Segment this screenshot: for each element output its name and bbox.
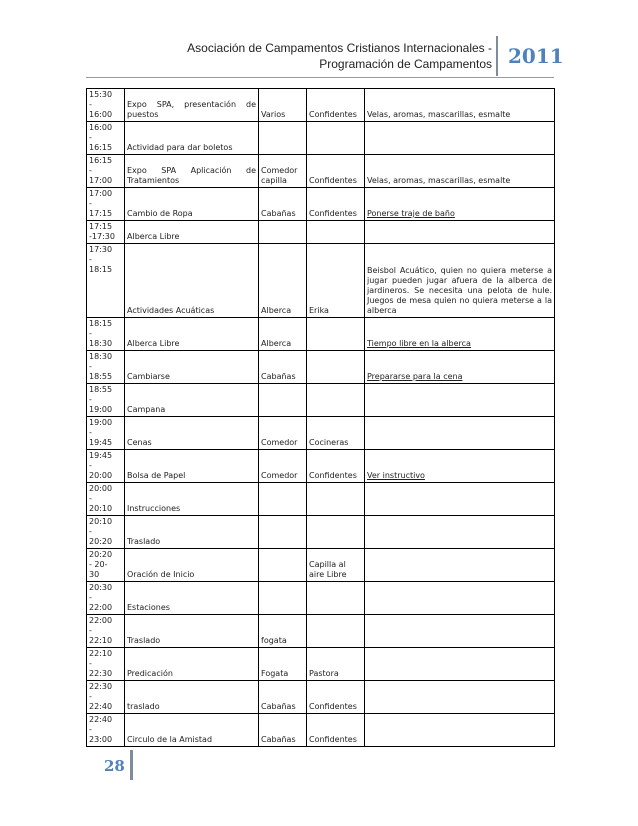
table-row — [87, 351, 555, 384]
notes-text: Ver instructivo — [367, 471, 425, 480]
time-text: 20:00 - 20:10 — [89, 484, 113, 513]
time-text: 20:30 - 22:00 — [89, 583, 113, 612]
cell-time — [87, 351, 125, 384]
cell-responsible — [307, 244, 365, 318]
cell-activity — [125, 714, 259, 747]
cell-responsible — [307, 384, 365, 417]
cell-activity — [125, 89, 259, 122]
cell-time — [87, 714, 125, 747]
cell-place — [259, 417, 307, 450]
cell-place — [259, 450, 307, 483]
time-text: 17:00 - 17:15 — [89, 189, 113, 218]
cell-responsible — [307, 714, 365, 747]
cell-activity — [125, 221, 259, 244]
cell-responsible — [307, 221, 365, 244]
cell-activity — [125, 681, 259, 714]
cell-notes — [365, 417, 555, 450]
table-row — [87, 483, 555, 516]
cell-time — [87, 450, 125, 483]
cell-place — [259, 384, 307, 417]
responsible-text: Confidentes — [309, 471, 357, 480]
cell-responsible — [307, 155, 365, 188]
responsible-text: Cocineras — [309, 438, 349, 447]
cell-activity — [125, 615, 259, 648]
table-row — [87, 714, 555, 747]
schedule-table — [86, 88, 555, 747]
cell-responsible — [307, 582, 365, 615]
notes-text: Tiempo libre en la alberca — [367, 339, 471, 348]
cell-activity — [125, 351, 259, 384]
cell-activity — [125, 188, 259, 221]
place-text: Alberca — [261, 339, 292, 348]
table-row — [87, 417, 555, 450]
responsible-text: Erika — [309, 306, 329, 315]
cell-place — [259, 483, 307, 516]
cell-place — [259, 549, 307, 582]
cell-activity — [125, 516, 259, 549]
place-text: Cabañas — [261, 702, 296, 711]
cell-notes — [365, 450, 555, 483]
cell-notes — [365, 714, 555, 747]
cell-time — [87, 615, 125, 648]
cell-place — [259, 714, 307, 747]
cell-responsible — [307, 188, 365, 221]
time-text: 17:15 -17:30 — [89, 222, 115, 241]
cell-notes — [365, 244, 555, 318]
cell-time — [87, 549, 125, 582]
cell-notes — [365, 89, 555, 122]
time-text: 20:20 - 20- 30 — [89, 550, 113, 579]
table-row — [87, 188, 555, 221]
cell-place — [259, 516, 307, 549]
table-row — [87, 221, 555, 244]
place-text: Cabañas — [261, 735, 296, 744]
cell-time — [87, 89, 125, 122]
cell-notes — [365, 582, 555, 615]
cell-responsible — [307, 516, 365, 549]
activity-text: Estaciones — [127, 603, 170, 612]
activity-text: Bolsa de Papel — [127, 471, 186, 480]
table-row — [87, 648, 555, 681]
cell-place — [259, 244, 307, 318]
place-text: fogata — [261, 636, 287, 645]
notes-text: Prepararse para la cena — [367, 372, 463, 381]
cell-time — [87, 648, 125, 681]
cell-activity — [125, 417, 259, 450]
time-text: 22:30 - 22:40 — [89, 682, 113, 711]
responsible-text: Confidentes — [309, 209, 357, 218]
activity-text: Campana — [127, 405, 166, 414]
cell-responsible — [307, 89, 365, 122]
cell-notes — [365, 681, 555, 714]
place-text: Cabañas — [261, 209, 296, 218]
place-text: Alberca — [261, 306, 292, 315]
cell-activity — [125, 450, 259, 483]
responsible-text: Confidentes — [309, 110, 357, 119]
cell-activity — [125, 648, 259, 681]
notes-text: Velas, aromas, mascarillas, esmalte — [367, 176, 511, 185]
place-text: Cabañas — [261, 372, 296, 381]
cell-notes — [365, 549, 555, 582]
activity-text: Actividades Acuáticas — [127, 306, 215, 315]
header-year: 2011 — [496, 36, 556, 76]
table-row — [87, 582, 555, 615]
cell-activity — [125, 318, 259, 351]
cell-place — [259, 582, 307, 615]
cell-place — [259, 318, 307, 351]
cell-time — [87, 582, 125, 615]
cell-notes — [365, 122, 555, 155]
activity-text: Traslado — [127, 636, 161, 645]
cell-responsible — [307, 549, 365, 582]
cell-responsible — [307, 615, 365, 648]
time-text: 19:45 - 20:00 — [89, 451, 113, 480]
table-row — [87, 89, 555, 122]
cell-place — [259, 155, 307, 188]
responsible-text: Confidentes — [309, 176, 357, 185]
cell-place — [259, 221, 307, 244]
cell-responsible — [307, 681, 365, 714]
cell-notes — [365, 384, 555, 417]
cell-time — [87, 221, 125, 244]
cell-responsible — [307, 417, 365, 450]
cell-time — [87, 244, 125, 318]
time-text: 22:10 - 22:30 — [89, 649, 113, 678]
place-text: Comedor — [261, 438, 298, 447]
place-text: Fogata — [261, 669, 289, 678]
activity-text: Oración de Inicio — [127, 570, 195, 579]
time-text: 15:30 - 16:00 — [89, 90, 113, 119]
table-row — [87, 155, 555, 188]
time-text: 18:15 - 18:30 — [89, 319, 113, 348]
table-row — [87, 681, 555, 714]
activity-text: Alberca Libre — [127, 339, 180, 348]
cell-responsible — [307, 648, 365, 681]
table-row — [87, 450, 555, 483]
place-text: Comedor — [261, 471, 298, 480]
cell-responsible — [307, 483, 365, 516]
time-text: 19:00 - 19:45 — [89, 418, 113, 447]
table-row — [87, 122, 555, 155]
cell-time — [87, 318, 125, 351]
cell-responsible — [307, 351, 365, 384]
cell-responsible — [307, 450, 365, 483]
activity-text: Cambio de Ropa — [127, 209, 193, 218]
time-text: 20:10 - 20:20 — [89, 517, 113, 546]
responsible-text: Capilla al aire Libre — [309, 560, 347, 579]
table-row — [87, 244, 555, 318]
cell-time — [87, 188, 125, 221]
cell-activity — [125, 155, 259, 188]
table-row — [87, 549, 555, 582]
activity-text: Cenas — [127, 438, 152, 447]
time-text: 16:15 - 17:00 — [89, 156, 113, 185]
cell-notes — [365, 188, 555, 221]
notes-text: Beisbol Acuático, quien no quiera meterse a jugar pueden jugar afuera de la alberca de jardineros. Se necesita una pelota de hule. Juegos de mesa quien no quiera meterse a la alberca — [367, 266, 552, 315]
time-text: 22:00 - 22:10 — [89, 616, 113, 645]
cell-activity — [125, 582, 259, 615]
cell-place — [259, 681, 307, 714]
time-text: 17:30 - 18:15 — [89, 245, 113, 274]
table-row — [87, 615, 555, 648]
cell-place — [259, 89, 307, 122]
cell-activity — [125, 122, 259, 155]
header-title: Asociación de Campamentos Cristianos Internacionales - Programación de Campamentos — [187, 41, 492, 71]
cell-time — [87, 122, 125, 155]
cell-time — [87, 417, 125, 450]
table-row — [87, 318, 555, 351]
cell-place — [259, 122, 307, 155]
cell-notes — [365, 615, 555, 648]
activity-text: Traslado — [127, 537, 161, 546]
cell-responsible — [307, 122, 365, 155]
cell-time — [87, 384, 125, 417]
time-text: 22:40 - 23:00 — [89, 715, 113, 744]
activity-text: Actividad para dar boletos — [127, 143, 233, 152]
cell-activity — [125, 244, 259, 318]
footer-divider — [130, 750, 133, 780]
header-divider — [86, 77, 554, 78]
table-row — [87, 384, 555, 417]
activity-text: Expo SPA, presentación de puestos — [127, 100, 256, 119]
cell-place — [259, 615, 307, 648]
cell-notes — [365, 351, 555, 384]
cell-time — [87, 681, 125, 714]
cell-activity — [125, 483, 259, 516]
activity-text: Predicación — [127, 669, 173, 678]
responsible-text: Confidentes — [309, 702, 357, 711]
cell-time — [87, 483, 125, 516]
cell-place — [259, 351, 307, 384]
activity-text: Alberca Libre — [127, 232, 180, 241]
schedule-body — [87, 89, 555, 747]
place-text: Comedor capilla — [261, 166, 298, 185]
notes-text: Velas, aromas, mascarillas, esmalte — [367, 110, 511, 119]
activity-text: Circulo de la Amistad — [127, 735, 213, 744]
page-number: 28 — [104, 757, 125, 775]
cell-place — [259, 188, 307, 221]
responsible-text: Confidentes — [309, 735, 357, 744]
cell-activity — [125, 549, 259, 582]
activity-text: Instrucciones — [127, 504, 181, 513]
activity-text: Expo SPA Aplicación de Tratamientos — [127, 166, 256, 185]
table-row — [87, 516, 555, 549]
cell-activity — [125, 384, 259, 417]
cell-notes — [365, 516, 555, 549]
cell-notes — [365, 221, 555, 244]
time-text: 18:30 - 18:55 — [89, 352, 113, 381]
cell-responsible — [307, 318, 365, 351]
cell-notes — [365, 483, 555, 516]
cell-notes — [365, 155, 555, 188]
notes-text: Ponerse traje de baño — [367, 209, 455, 218]
cell-notes — [365, 648, 555, 681]
cell-time — [87, 516, 125, 549]
time-text: 18:55 - 19:00 — [89, 385, 113, 414]
responsible-text: Pastora — [309, 669, 339, 678]
cell-notes — [365, 318, 555, 351]
time-text: 16:00 - 16:15 — [89, 123, 113, 152]
cell-time — [87, 155, 125, 188]
activity-text: Cambiarse — [127, 372, 170, 381]
cell-place — [259, 648, 307, 681]
activity-text: traslado — [127, 702, 160, 711]
place-text: Varios — [261, 110, 286, 119]
